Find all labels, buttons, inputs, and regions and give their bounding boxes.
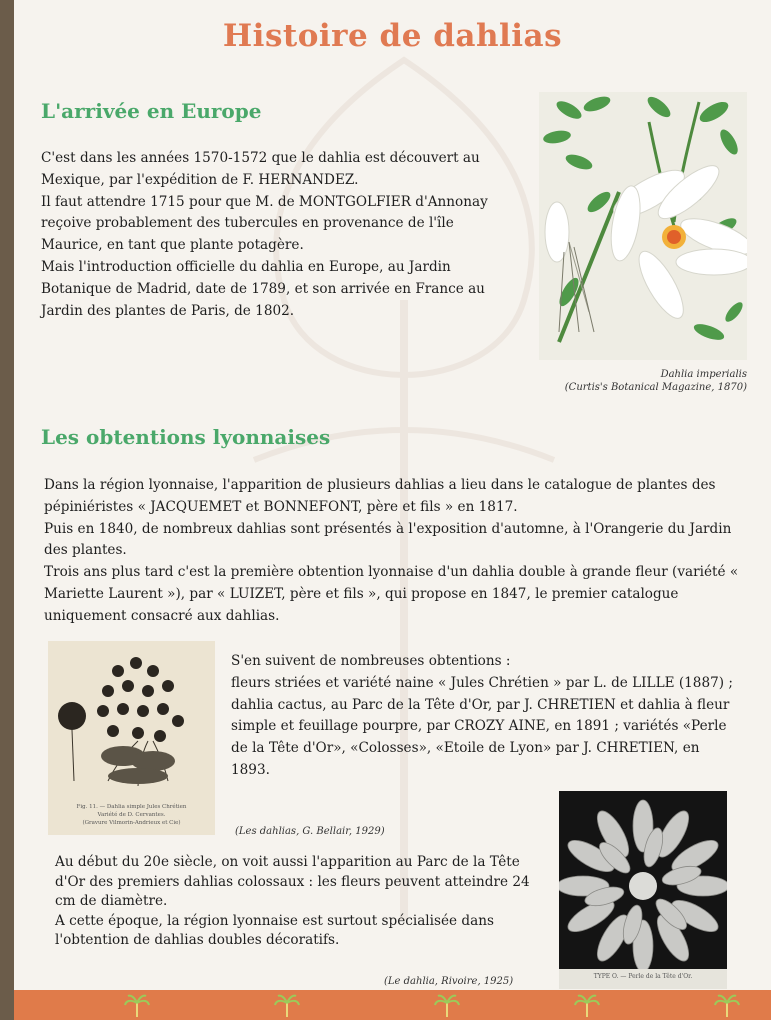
section-arrival-text <box>41 148 506 322</box>
twentieth-century-text <box>55 853 545 951</box>
obtentions-text <box>231 651 741 782</box>
caption-line: Dahlia imperialis <box>660 369 747 380</box>
section-heading-arrival: L'arrivée en Europe <box>41 99 262 123</box>
dahlia-engraving <box>48 641 215 835</box>
paragraph: Il faut attendre 1715 pour que M. de MONTGOLFIER d'Annonay reçoive probablement des tubercules en provenance de l'île Maurice, en tant que plante potagère. <box>41 193 488 254</box>
paragraph: fleurs striées et variété naine « Jules Chrétien » par L. de LILLE (1887) ; dahlia cactus, au Parc de la Tête d'Or, par J. CHRETIEN et dahlia à fleur simple et feuillage pourpre, par CROZY AINE, en 1891 ; variétés «Perle de la Tête d'Or», «Colosses», «Etoile de Lyon» par J. CHRETIEN, en 1893. <box>231 674 733 778</box>
section-lyon-text <box>44 475 744 628</box>
photo-caption: TYPE O. — Perle de la Tête d'Or. <box>593 973 693 980</box>
paragraph: Dans la région lyonnaise, l'apparition de plusieurs dahlias a lieu dans le catalogue de plantes des pépiniéristes « JACQUEMET et BONNEFONT, père et fils » en 1817. <box>44 477 716 515</box>
palm-tree-icon <box>274 993 300 1017</box>
engraving-caption <box>48 803 215 827</box>
dahlia-photo <box>559 791 727 989</box>
dahlia-imperialis-illustration <box>539 92 747 360</box>
paragraph: C'est dans les années 1570-1572 que le dahlia est découvert au Mexique, par l'expédition de F. HERNANDEZ. <box>41 150 480 188</box>
imperialis-caption <box>554 368 747 394</box>
caption-line: Variété de D. Cervantes. <box>97 812 166 818</box>
palm-tree-icon <box>574 993 600 1017</box>
palm-tree-icon <box>714 993 740 1017</box>
bellair-caption: (Les dahlias, G. Bellair, 1929) <box>235 826 385 837</box>
section-heading-lyon: Les obtentions lyonnaises <box>41 425 331 449</box>
paragraph: Au début du 20e siècle, on voit aussi l'apparition au Parc de la Tête d'Or des premiers dahlias colossaux : les fleurs peuvent atteindre 24 cm de diamètre. <box>55 854 530 909</box>
palm-tree-icon <box>434 993 460 1017</box>
page-title: Histoire de dahlias <box>222 18 563 54</box>
caption-line: (Curtis's Botanical Magazine, 1870) <box>564 382 747 393</box>
rivoire-caption: (Le dahlia, Rivoire, 1925) <box>384 976 514 987</box>
paragraph: Puis en 1840, de nombreux dahlias sont présentés à l'exposition d'automne, à l'Orangerie du Jardin des plantes. <box>44 520 732 559</box>
caption-line: (Gravure Vilmorin-Andrieux et Cie) <box>82 820 181 826</box>
paragraph: Trois ans plus tard c'est la première obtention lyonnaise d'un dahlia double à grande fleur (variété « Mariette Laurent »), par « LUIZET, père et fils », qui propose en 1847, le premier catalogue uniquement consacré aux dahlias. <box>44 564 739 624</box>
palm-tree-icon <box>124 993 150 1017</box>
caption-line: Fig. 11. — Dahlia simple Jules Chrétien <box>76 804 187 810</box>
paragraph: S'en suivent de nombreuses obtentions : <box>231 653 511 669</box>
info-panel <box>14 0 771 1020</box>
paragraph: Mais l'introduction officielle du dahlia en Europe, au Jardin Botanique de Madrid, date de 1789, et son arrivée en France au Jardin des plantes de Paris, de 1802. <box>41 258 485 319</box>
paragraph: A cette époque, la région lyonnaise est surtout spécialisée dans l'obtention de dahlias doubles décoratifs. <box>55 912 494 948</box>
